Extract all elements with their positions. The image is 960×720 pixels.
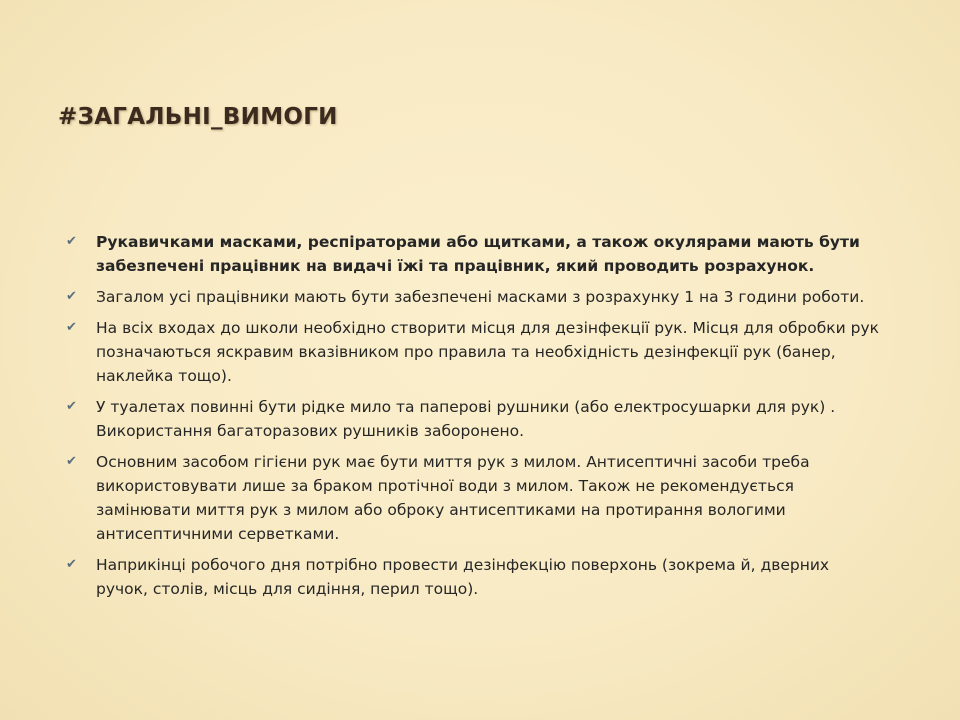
bullet-text: У туалетах повинні бути рідке мило та паперові рушники (або електросушарки для рук) . Використання багаторазових рушників заборонено. xyxy=(96,398,836,440)
bullet-text: На всіх входах до школи необхідно створити місця для дезінфекції рук. Місця для обробки рук позначаються яскравим вказівником про правила та необхідність дезінфекції рук (банер, наклейка тощо). xyxy=(96,319,880,385)
bullet-item xyxy=(62,230,882,278)
check-icon: ✔ xyxy=(66,234,77,249)
bullet-text: Наприкінці робочого дня потрібно провести дезінфекцію поверхонь (зокрема й, дверних ручок, столів, місць для сидіння, перил тощо). xyxy=(96,556,830,598)
bullet-text: Основним засобом гігієни рук має бути миття рук з милом. Антисептичні засоби треба використовувати лише за браком протічної води з милом. Також не рекомендується замінювати миття рук з милом або оброку антисептиками на протирання вологими антисептичними серветками. xyxy=(96,453,810,543)
check-icon: ✔ xyxy=(66,399,77,414)
bullet-list xyxy=(62,230,882,608)
bullet-item xyxy=(62,285,882,309)
check-icon: ✔ xyxy=(66,454,77,469)
check-icon: ✔ xyxy=(66,289,77,304)
bullet-item xyxy=(62,316,882,388)
bullet-text: Загалом усі працівники мають бути забезпечені масками з розрахунку 1 на 3 години роботи. xyxy=(96,288,865,306)
check-icon: ✔ xyxy=(66,320,77,335)
bullet-item xyxy=(62,395,882,443)
bullet-item xyxy=(62,553,882,601)
slide-title: #ЗАГАЛЬНІ_ВИМОГИ xyxy=(58,104,338,130)
check-icon: ✔ xyxy=(66,557,77,572)
bullet-item xyxy=(62,450,882,546)
bullet-text: Рукавичками масками, респіраторами або щитками, а також окулярами мають бути забезпечені працівник на видачі їжі та працівник, який проводить розрахунок. xyxy=(96,233,860,275)
